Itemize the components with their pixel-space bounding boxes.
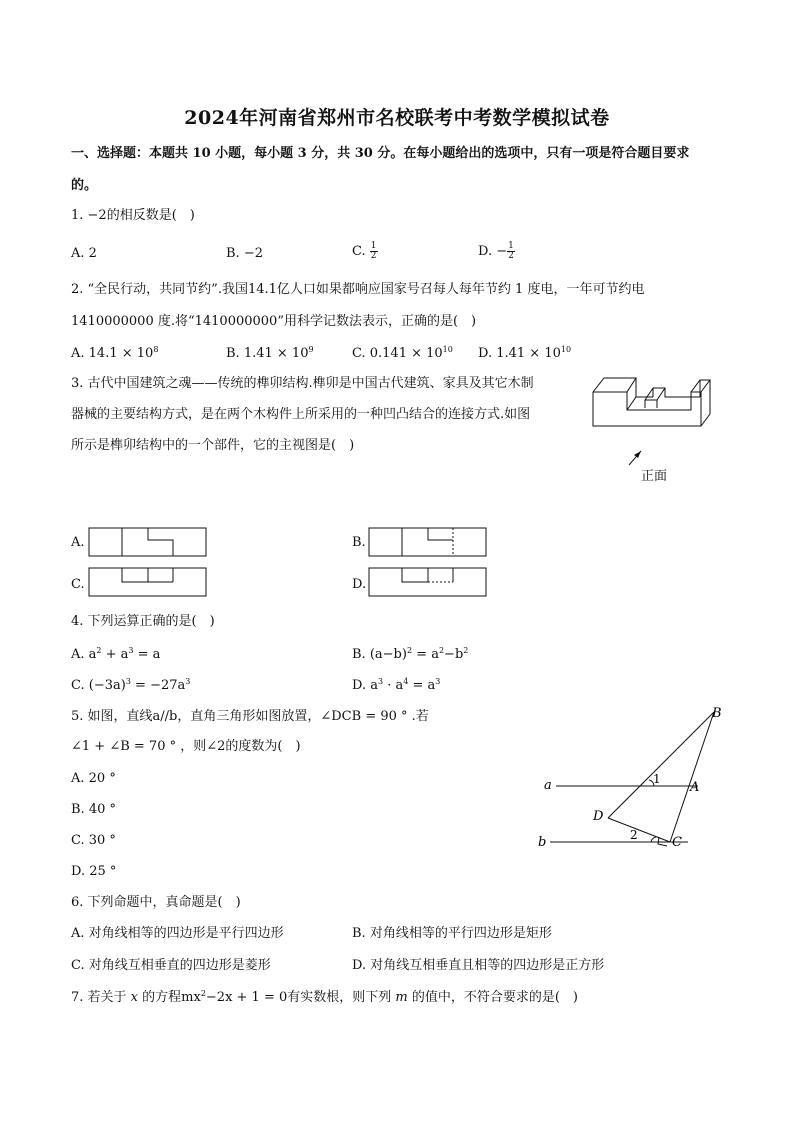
q3-option-a-label: A. — [71, 535, 85, 550]
q2-option-d — [478, 345, 571, 363]
label-point-b: B — [712, 706, 722, 721]
q7-part3: −2x + 1 = 0有实数根，则下列 — [205, 990, 396, 1005]
front-arrow-head — [634, 451, 641, 458]
q2-option-b — [226, 345, 314, 363]
q1-option-d-prefix: D. − — [478, 244, 508, 259]
q4-b-exp1: 2 — [406, 646, 413, 655]
q3-option-b-label: B. — [352, 535, 366, 550]
q5-option-b: B. 40 ° — [71, 802, 116, 817]
right-side-face — [701, 380, 710, 426]
left-top-face — [593, 378, 636, 392]
mortise-tenon-figure — [583, 370, 725, 488]
q7-variable-m: m — [395, 990, 408, 1005]
q2-a-base: A. 14.1 × 10 — [71, 346, 154, 361]
q1-c-numerator: 1 — [370, 241, 377, 251]
q4-b-part2: = a — [412, 647, 439, 662]
page-title: 2024年河南省郑州市名校联考中考数学模拟试卷 — [184, 107, 610, 129]
q2-b-exponent: 9 — [308, 345, 314, 354]
q1-option-a: A. 2 — [71, 246, 97, 261]
q3-option-c-label: C. — [71, 577, 85, 592]
segment-dc — [608, 818, 670, 842]
q4-a-part1: A. a — [71, 647, 97, 662]
groove-floor-edge — [627, 397, 653, 410]
q2-d-exponent: 10 — [560, 345, 572, 354]
q7-exponent: 2 — [200, 989, 206, 998]
q1-d-numerator: 1 — [508, 241, 514, 251]
q5-option-d: D. 25 ° — [71, 864, 117, 879]
tenon-edge-right — [657, 388, 665, 400]
q4-d-part1: D. a — [352, 678, 378, 693]
tenon-front — [645, 400, 657, 408]
q4-d-part2: · a — [383, 678, 404, 693]
q4-d-part3: = a — [408, 678, 436, 693]
q4-option-c — [71, 677, 190, 695]
q1-option-d — [478, 242, 515, 261]
q4-d-exp1: 3 — [377, 677, 384, 686]
q2-a-exponent: 8 — [153, 345, 159, 354]
q7-variable-x: x — [130, 990, 139, 1005]
q4-option-a — [71, 646, 160, 664]
q4-a-part2: + a — [101, 647, 129, 662]
q4-a-exp2: 3 — [128, 646, 134, 655]
q4-c-exp2: 3 — [185, 677, 191, 686]
q2-stem-line2: 1410000000 度.将“1410000000”用科学记数法表示，正确的是( ) — [71, 314, 477, 329]
q1-option-c-fraction — [370, 242, 378, 261]
label-angle-1: 1 — [653, 772, 661, 786]
q3-option-a-view — [88, 527, 208, 559]
q3-option-d-label: D. — [352, 577, 367, 592]
tenon-edge-left — [645, 388, 653, 400]
q7-part4: 的值中，不符合要求的是( ) — [407, 990, 578, 1005]
label-point-a: A — [690, 780, 700, 795]
q4-b-exp3: 2 — [463, 646, 469, 655]
q5-option-a: A. 20 ° — [71, 771, 116, 786]
q4-b-part3: −b — [444, 647, 464, 662]
q4-stem: 4. 下列运算正确的是( ) — [71, 614, 215, 629]
q4-a-part3: = a — [133, 647, 161, 662]
q4-option-d — [352, 677, 440, 695]
q5-option-c: C. 30 ° — [71, 833, 116, 848]
q6-option-b: B. 对角线相等的平行四边形是矩形 — [352, 926, 552, 941]
q2-option-a — [71, 345, 158, 363]
q2-b-base: B. 1.41 × 10 — [226, 346, 309, 361]
label-point-d: D — [593, 809, 604, 824]
q3-option-d-view — [368, 567, 488, 599]
section-heading-line1: 一、选择题：本题共 10 小题，每小题 3 分，共 30 分。在每小题给出的选项中，只有一项是符合题目要求 — [71, 146, 690, 161]
label-line-a: a — [544, 778, 552, 793]
q3-stem-line3: 所示是榫卯结构中的一个部件，它的主视图是( ) — [71, 438, 355, 453]
front-label: 正面 — [641, 469, 668, 484]
q1-d-denominator: 2 — [508, 251, 514, 261]
q7-part1: 7. 若关于 — [71, 990, 131, 1005]
q1-option-b: B. −2 — [226, 246, 263, 261]
q4-b-part1: B. (a−b) — [352, 647, 407, 662]
q3-stem-line2: 器械的主要结构方式，是在两个木构件上所采用的一种凹凸结合的连接方式.如图 — [71, 407, 531, 422]
q6-option-a: A. 对角线相等的四边形是平行四边形 — [71, 926, 284, 941]
q4-d-exp3: 3 — [435, 677, 441, 686]
q3-option-c-view — [88, 567, 208, 599]
q2-c-exponent: 10 — [442, 345, 453, 354]
q4-c-exp1: 3 — [125, 677, 131, 686]
q3-option-b-view — [368, 527, 488, 559]
q4-b-exp2: 2 — [438, 646, 445, 655]
q2-stem-line1: 2. “全民行动，共同节约”.我国14.1亿人口如果都响应国家号召每人每年节约 1 度电，一年可节约电 — [71, 282, 645, 297]
q4-c-part1: C. (−3a) — [71, 678, 126, 693]
angle-2-arc — [651, 837, 656, 842]
q5-stem-line1: 5. 如图，直线a//b，直角三角形如图放置，∠DCB = 90 ° .若 — [71, 709, 429, 724]
q7-part2: 的方程mx — [138, 990, 201, 1005]
q4-d-exp2: 4 — [403, 677, 409, 686]
q2-c-base: C. 0.141 × 10 — [352, 346, 443, 361]
label-point-c: C — [672, 835, 682, 850]
q5-stem-line2: ∠1 + ∠B = 70 ° ，则∠2的度数为( ) — [71, 739, 301, 754]
q3-stem-line1: 3. 古代中国建筑之魂——传统的榫卯结构.榫卯是中国古代建筑、家具及其它木制 — [71, 376, 534, 391]
q7-stem — [71, 989, 578, 1007]
label-line-b: b — [538, 835, 547, 850]
q1-stem: 1. −2的相反数是( ) — [71, 208, 195, 223]
segment-bd — [608, 712, 714, 818]
q2-d-base: D. 1.41 × 10 — [478, 346, 561, 361]
parallel-lines-triangle-figure — [530, 700, 730, 855]
q6-option-c: C. 对角线互相垂直的四边形是菱形 — [71, 958, 271, 973]
q2-option-c — [352, 345, 453, 363]
q6-option-d: D. 对角线互相垂直且相等的四边形是正方形 — [352, 958, 605, 973]
q6-stem: 6. 下列命题中，真命题是( ) — [71, 895, 241, 910]
q4-a-exp1: 2 — [96, 646, 102, 655]
q1-option-d-fraction — [507, 242, 515, 261]
q1-c-denominator: 2 — [370, 251, 377, 261]
q1-option-c — [352, 242, 378, 261]
segment-bc — [670, 712, 714, 842]
q4-option-b — [352, 646, 468, 664]
q1-option-c-prefix: C. — [352, 244, 366, 259]
q4-c-part2: = −27a — [130, 678, 186, 693]
label-angle-2: 2 — [630, 828, 638, 842]
section-heading-line2: 的。 — [71, 178, 98, 193]
